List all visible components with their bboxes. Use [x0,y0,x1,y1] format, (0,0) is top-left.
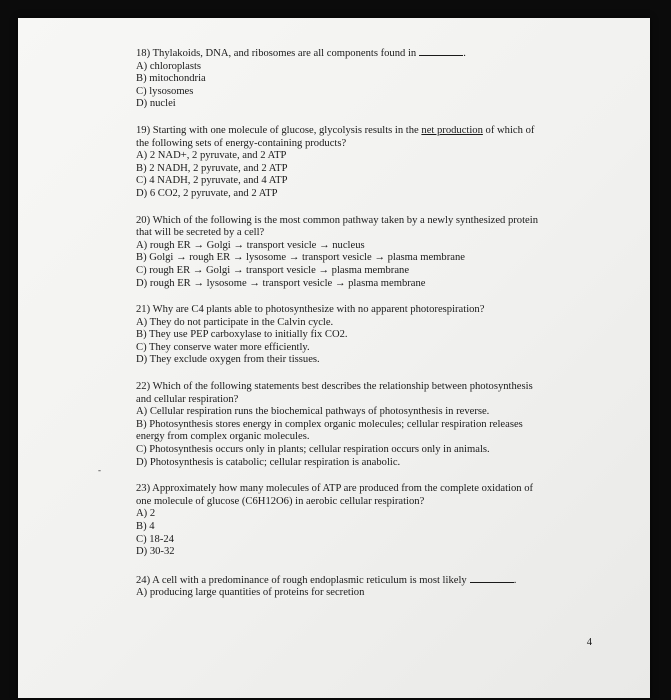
option-a: A) rough ER → Golgi → transport vesicle → nucleus [136,239,365,251]
option-b: B) They use PEP carboxylase to initially fix CO2. [136,329,348,341]
option-b-continued: energy from complex organic molecules. [136,431,310,443]
option-d: D) They exclude oxygen from their tissues. [136,354,320,366]
answer-blank [470,573,514,583]
option-c: C) 18-24 [136,533,174,545]
option-a: A) producing large quantities of proteins for secretion [136,587,365,599]
option-c: C) Photosynthesis occurs only in plants; cellular respiration occurs only in animals. [136,444,490,456]
question-list [136,46,596,609]
question-stem: 20) Which of the following is the most common pathway taken by a newly synthesized protein [136,214,538,226]
exam-page [18,18,650,698]
option-b: B) 2 NADH, 2 pyruvate, and 2 ATP [136,162,288,174]
question-20 [136,215,596,291]
option-a: A) chloroplasts [136,60,202,72]
question-stem-line2: and cellular respiration? [136,393,239,405]
option-b: B) Photosynthesis stores energy in complex organic molecules; cellular respiration releases [136,418,523,430]
question-21 [136,304,596,367]
option-c: C) lysosomes [136,85,194,97]
margin-mark: - [98,465,101,475]
question-23 [136,483,596,559]
option-c: C) rough ER → Golgi → transport vesicle → plasma membrane [136,264,410,276]
question-22 [136,381,596,469]
question-stem: 19) Starting with one molecule of glucose, glycolysis results in the net production of which of [136,124,535,136]
question-stem-line2: one molecule of glucose (C6H12O6) in aerobic cellular respiration? [136,495,425,507]
answer-blank [419,46,463,56]
page-number: 4 [586,637,592,648]
question-stem: 24) A cell with a predominance of rough endoplasmic reticulum is most likely . [136,574,517,586]
option-a: A) Cellular respiration runs the biochemical pathways of photosynthesis in reverse. [136,406,490,418]
option-b: B) 4 [136,521,155,532]
option-d: D) nuclei [136,98,176,110]
question-stem-line2: that will be secreted by a cell? [136,227,265,239]
option-a: A) 2 [136,508,156,520]
option-d: D) 6 CO2, 2 pyruvate, and 2 ATP [136,187,278,199]
question-stem: 18) Thylakoids, DNA, and ribosomes are all components found in . [136,48,466,59]
option-d: D) 30-32 [136,546,175,558]
option-b: B) Golgi → rough ER → lysosome → transport vesicle → plasma membrane [136,252,465,264]
option-a: A) They do not participate in the Calvin cycle. [136,316,334,328]
question-stem: 22) Which of the following statements best describes the relationship between photosynthesis [136,381,533,393]
question-stem: 23) Approximately how many molecules of ATP are produced from the complete oxidation of [136,483,534,495]
option-c: C) 4 NADH, 2 pyruvate, and 4 ATP [136,175,288,187]
question-24 [136,573,596,600]
question-19 [136,125,596,201]
option-d: D) Photosynthesis is catabolic; cellular respiration is anabolic. [136,456,401,468]
question-stem: 21) Why are C4 plants able to photosynthesize with no apparent photorespiration? [136,304,485,316]
option-a: A) 2 NAD+, 2 pyruvate, and 2 ATP [136,150,287,162]
option-d: D) rough ER → lysosome → transport vesicle → plasma membrane [136,277,426,289]
option-b: B) mitochondria [136,73,206,85]
underlined-term: net production [421,124,483,136]
question-18 [136,46,596,111]
option-c: C) They conserve water more efficiently. [136,341,310,353]
question-stem-line2: the following sets of energy-containing products? [136,137,347,149]
